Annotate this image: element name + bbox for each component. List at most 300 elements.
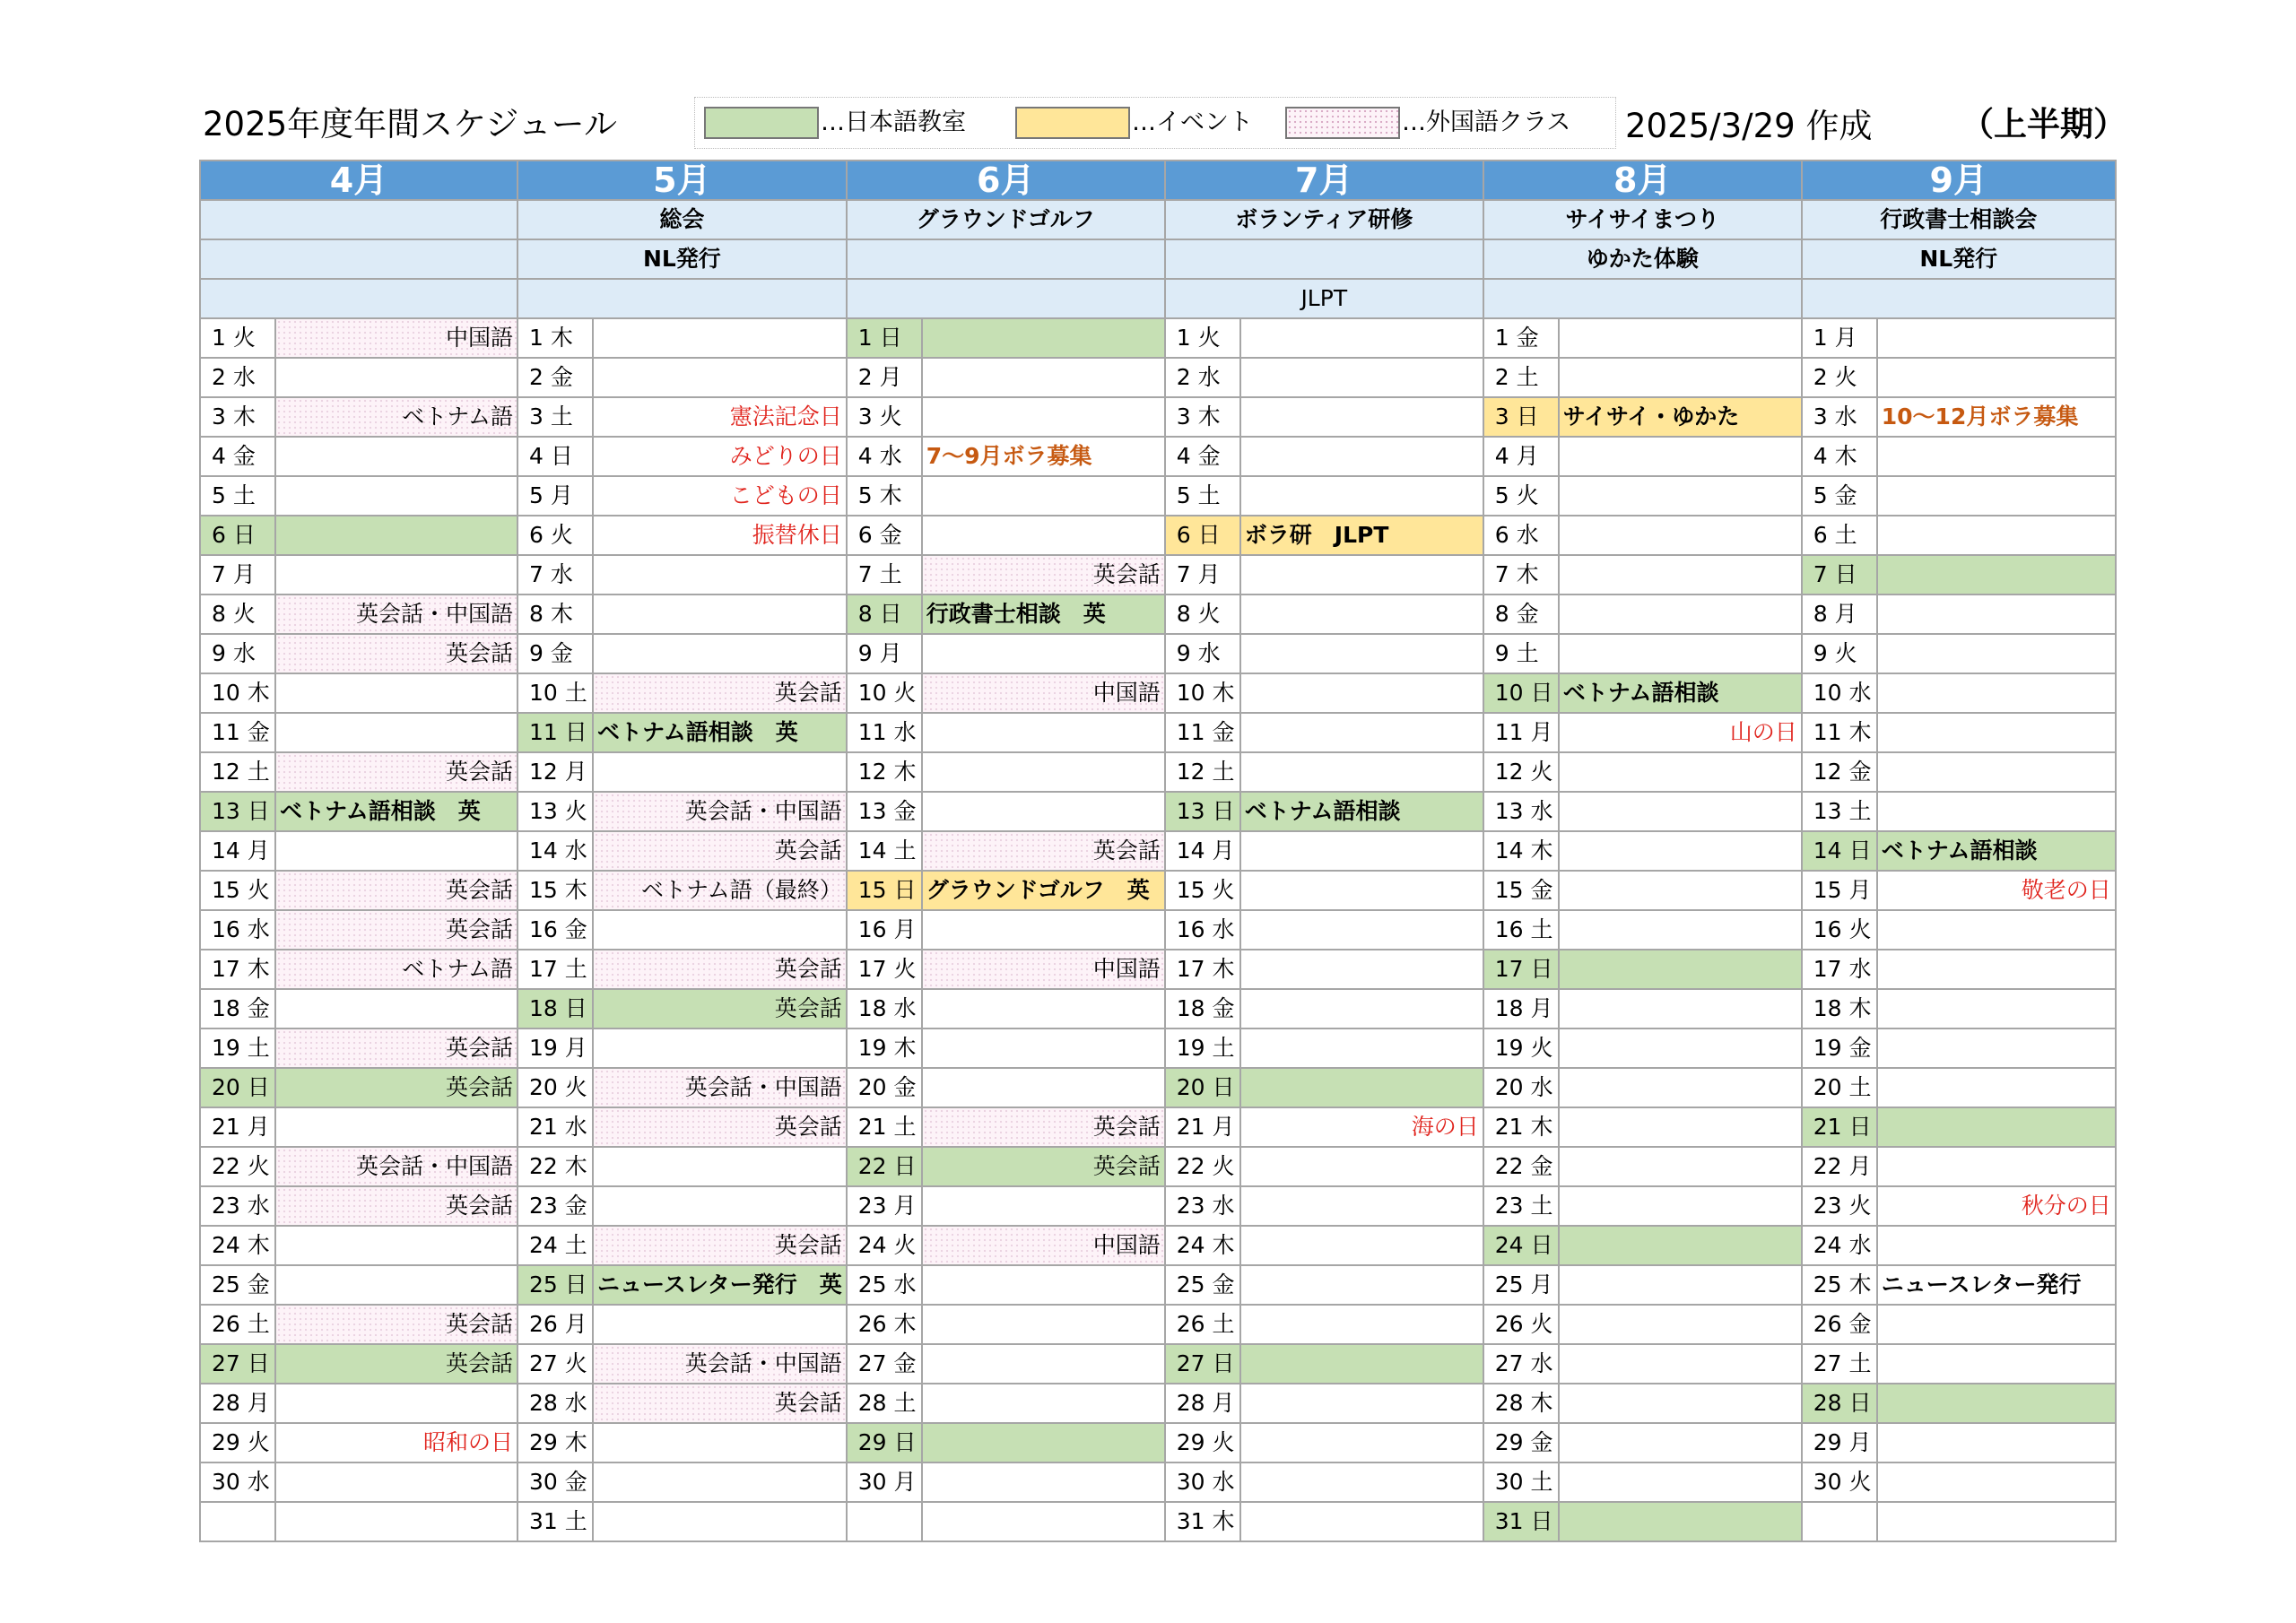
day-cell: 18 金 [200,989,275,1028]
day-cell: 2 水 [1165,358,1240,397]
day-cell: 8 木 [517,595,593,634]
note-cell [1877,476,2116,516]
note-cell: 英会話 [275,634,517,673]
note-cell [1559,1265,1802,1305]
legend-label-japanese-class: …日本語教室 [821,108,966,136]
note-cell: 中国語 [922,950,1165,989]
day-cell: 24 日 [1483,1226,1559,1265]
day-cell: 30 水 [200,1462,275,1502]
day-cell: 29 火 [200,1423,275,1462]
day-cell: 20 日 [200,1068,275,1107]
day-cell: 29 日 [847,1423,922,1462]
legend [694,97,1616,149]
legend-label-foreign-class: …外国語クラス [1402,108,1571,136]
day-cell: 22 金 [1483,1147,1559,1186]
month-header: 6月 [847,161,1165,200]
day-cell: 1 火 [200,318,275,358]
day-cell: 25 金 [200,1265,275,1305]
day-cell: 18 水 [847,989,922,1028]
day-cell: 15 火 [200,871,275,910]
note-cell [1559,831,1802,871]
day-cell: 13 金 [847,792,922,831]
day-cell: 5 土 [1165,476,1240,516]
note-cell: 英会話 [593,673,847,713]
day-row [200,1344,2116,1384]
note-cell [275,358,517,397]
note-cell [1559,989,1802,1028]
day-cell: 9 土 [1483,634,1559,673]
day-cell: 11 水 [847,713,922,752]
note-cell [1877,713,2116,752]
day-cell: 29 金 [1483,1423,1559,1462]
day-cell: 7 月 [1165,555,1240,595]
day-cell: 23 月 [847,1186,922,1226]
day-row [200,358,2116,397]
day-row [200,318,2116,358]
day-row [200,1186,2116,1226]
note-cell [1877,516,2116,555]
day-cell: 17 土 [517,950,593,989]
note-cell [1559,1502,1802,1541]
note-cell [1240,1265,1483,1305]
note-cell: 憲法記念日 [593,397,847,437]
note-cell [1240,634,1483,673]
note-cell [922,989,1165,1028]
note-cell [1559,555,1802,595]
month-event [200,279,517,318]
day-cell: 7 土 [847,555,922,595]
note-cell: ベトナム語相談 [1877,831,2116,871]
day-cell: 30 月 [847,1462,922,1502]
note-cell [1559,1344,1802,1384]
note-cell [922,318,1165,358]
note-cell [922,1028,1165,1068]
note-cell [1559,950,1802,989]
month-event [517,279,847,318]
note-cell [1559,1226,1802,1265]
day-cell: 19 土 [1165,1028,1240,1068]
day-cell: 5 木 [847,476,922,516]
month-event [200,200,517,239]
day-row [200,1147,2116,1186]
month-event: ゆかた体験 [1483,239,1802,279]
note-cell [1877,1423,2116,1462]
note-cell [922,397,1165,437]
legend-label-event: …イベント [1132,108,1253,136]
note-cell: 海の日 [1240,1107,1483,1147]
day-cell: 6 日 [200,516,275,555]
note-cell [922,1423,1165,1462]
day-cell: 14 土 [847,831,922,871]
note-cell [1877,1028,2116,1068]
day-cell [200,1502,275,1541]
day-cell: 10 日 [1483,673,1559,713]
note-cell [1240,713,1483,752]
day-cell: 11 木 [1802,713,1877,752]
event-row [200,279,2116,318]
note-cell [922,752,1165,792]
month-event [847,279,1165,318]
note-cell [1559,358,1802,397]
day-row [200,673,2116,713]
note-cell [1240,1462,1483,1502]
day-cell: 1 火 [1165,318,1240,358]
note-cell [1240,910,1483,950]
note-cell [1240,1384,1483,1423]
month-event [1165,239,1483,279]
note-cell [275,476,517,516]
note-cell [593,1028,847,1068]
day-cell: 12 月 [517,752,593,792]
day-row [200,595,2116,634]
day-cell: 7 日 [1802,555,1877,595]
day-cell: 2 火 [1802,358,1877,397]
day-cell: 19 土 [200,1028,275,1068]
day-cell: 6 金 [847,516,922,555]
day-cell: 19 金 [1802,1028,1877,1068]
note-cell [922,1502,1165,1541]
note-cell [275,437,517,476]
note-cell [593,1462,847,1502]
day-cell: 6 日 [1165,516,1240,555]
note-cell [1240,358,1483,397]
day-cell: 26 木 [847,1305,922,1344]
note-cell: 英会話 [275,1068,517,1107]
note-cell [922,1344,1165,1384]
month-event: 行政書士相談会 [1802,200,2116,239]
note-cell [1877,989,2116,1028]
day-cell: 24 火 [847,1226,922,1265]
day-cell: 6 土 [1802,516,1877,555]
day-cell: 8 金 [1483,595,1559,634]
day-cell: 16 水 [1165,910,1240,950]
day-row [200,752,2116,792]
note-cell [1559,1462,1802,1502]
note-cell: 敬老の日 [1877,871,2116,910]
note-cell: 英会話 [275,752,517,792]
note-cell [1240,950,1483,989]
note-cell: 中国語 [922,1226,1165,1265]
day-cell: 21 木 [1483,1107,1559,1147]
note-cell: 英会話 [275,1028,517,1068]
note-cell: 振替休日 [593,516,847,555]
day-cell: 15 月 [1802,871,1877,910]
note-cell: 英会話 [593,1384,847,1423]
note-cell [1559,752,1802,792]
day-cell: 28 木 [1483,1384,1559,1423]
day-cell: 4 日 [517,437,593,476]
note-cell: ベトナム語 [275,397,517,437]
day-cell: 27 火 [517,1344,593,1384]
note-cell [1559,318,1802,358]
day-cell: 6 火 [517,516,593,555]
day-row [200,1068,2116,1107]
note-cell [1240,476,1483,516]
day-cell: 12 土 [200,752,275,792]
month-event [1802,279,2116,318]
note-cell [275,1226,517,1265]
day-row [200,1462,2116,1502]
note-cell [593,1305,847,1344]
note-cell [1559,871,1802,910]
note-cell: 英会話 [275,871,517,910]
note-cell: 英会話・中国語 [275,595,517,634]
day-cell: 29 月 [1802,1423,1877,1462]
note-cell [593,910,847,950]
note-cell: グラウンドゴルフ 英 [922,871,1165,910]
day-cell: 27 水 [1483,1344,1559,1384]
day-cell: 13 日 [200,792,275,831]
day-cell [847,1502,922,1541]
note-cell [1877,358,2116,397]
day-cell: 9 金 [517,634,593,673]
note-cell [593,555,847,595]
day-cell: 8 月 [1802,595,1877,634]
day-row [200,1305,2116,1344]
note-cell: ニュースレター発行 英 [593,1265,847,1305]
note-cell [1877,555,2116,595]
note-cell: 英会話 [275,1344,517,1384]
note-cell [1559,1147,1802,1186]
day-row [200,516,2116,555]
note-cell: 英会話・中国語 [593,792,847,831]
day-cell: 30 金 [517,1462,593,1502]
month-header: 8月 [1483,161,1802,200]
day-cell: 2 金 [517,358,593,397]
note-cell: ベトナム語相談 [1559,673,1802,713]
day-row [200,713,2116,752]
day-cell: 16 火 [1802,910,1877,950]
day-cell: 2 月 [847,358,922,397]
note-cell: 行政書士相談 英 [922,595,1165,634]
note-cell [922,1384,1165,1423]
note-cell [1559,595,1802,634]
note-cell: 英会話 [275,1305,517,1344]
note-cell [1877,1462,2116,1502]
note-cell: 英会話 [922,555,1165,595]
legend-swatch-foreign-class [1285,107,1400,139]
note-cell: ボラ研 JLPT [1240,516,1483,555]
day-cell: 11 日 [517,713,593,752]
note-cell [275,555,517,595]
day-cell: 28 土 [847,1384,922,1423]
day-cell: 28 月 [1165,1384,1240,1423]
legend-swatch-event [1015,107,1130,139]
day-row [200,792,2116,831]
note-cell: ベトナム語 [275,950,517,989]
day-cell: 4 木 [1802,437,1877,476]
day-cell: 17 木 [200,950,275,989]
day-row [200,1384,2116,1423]
day-cell: 17 木 [1165,950,1240,989]
day-cell: 12 木 [847,752,922,792]
note-cell [1877,318,2116,358]
note-cell [1877,1344,2116,1384]
day-cell: 25 水 [847,1265,922,1305]
note-cell [593,1502,847,1541]
note-cell [1240,318,1483,358]
page-title: 2025年度年間スケジュール [203,105,617,143]
note-cell: 英会話 [593,831,847,871]
note-cell [1559,1423,1802,1462]
event-row [200,200,2116,239]
day-row [200,437,2116,476]
day-cell: 16 月 [847,910,922,950]
month-event: グラウンドゴルフ [847,200,1165,239]
note-cell [1559,516,1802,555]
note-cell [593,634,847,673]
day-cell: 7 月 [200,555,275,595]
note-cell [1559,1305,1802,1344]
day-cell: 23 火 [1802,1186,1877,1226]
day-cell: 14 日 [1802,831,1877,871]
note-cell: 英会話 [593,989,847,1028]
day-cell: 29 火 [1165,1423,1240,1462]
day-row [200,1226,2116,1265]
day-row [200,397,2116,437]
note-cell [1877,1068,2116,1107]
note-cell [922,516,1165,555]
day-cell: 5 金 [1802,476,1877,516]
note-cell: こどもの日 [593,476,847,516]
note-cell [1559,1186,1802,1226]
month-event [847,239,1165,279]
note-cell [275,1384,517,1423]
day-cell: 31 日 [1483,1502,1559,1541]
day-cell: 18 金 [1165,989,1240,1028]
day-cell: 8 火 [200,595,275,634]
note-cell: 英会話・中国語 [593,1344,847,1384]
day-row [200,1502,2116,1541]
note-cell [1559,1384,1802,1423]
note-cell: ベトナム語相談 英 [275,792,517,831]
day-cell: 31 土 [517,1502,593,1541]
day-cell: 18 日 [517,989,593,1028]
day-cell: 27 日 [200,1344,275,1384]
day-row [200,950,2116,989]
note-cell [1877,437,2116,476]
month-event: サイサイまつり [1483,200,1802,239]
day-cell: 9 月 [847,634,922,673]
day-cell: 28 日 [1802,1384,1877,1423]
day-cell: 4 月 [1483,437,1559,476]
event-row [200,239,2116,279]
note-cell: 昭和の日 [275,1423,517,1462]
note-cell: 英会話 [922,831,1165,871]
day-cell: 13 日 [1165,792,1240,831]
note-cell [275,989,517,1028]
note-cell: みどりの日 [593,437,847,476]
note-cell [1877,1384,2116,1423]
day-cell: 5 土 [200,476,275,516]
day-cell: 4 水 [847,437,922,476]
day-cell: 16 金 [517,910,593,950]
note-cell [275,1265,517,1305]
day-cell: 21 日 [1802,1107,1877,1147]
created-date: 2025/3/29 作成 [1625,107,1873,145]
day-cell: 30 土 [1483,1462,1559,1502]
note-cell: 山の日 [1559,713,1802,752]
note-cell [1240,397,1483,437]
day-cell: 17 日 [1483,950,1559,989]
day-cell: 17 火 [847,950,922,989]
day-cell: 14 木 [1483,831,1559,871]
day-cell: 11 金 [1165,713,1240,752]
month-header: 4月 [200,161,517,200]
day-cell: 16 水 [200,910,275,950]
day-cell: 24 木 [1165,1226,1240,1265]
note-cell: 英会話 [922,1107,1165,1147]
note-cell [593,1423,847,1462]
day-cell: 26 火 [1483,1305,1559,1344]
day-row [200,871,2116,910]
note-cell [1240,437,1483,476]
day-cell: 10 土 [517,673,593,713]
day-cell: 30 水 [1165,1462,1240,1502]
note-cell [1240,555,1483,595]
note-cell [1559,476,1802,516]
note-cell: 英会話 [275,1186,517,1226]
note-cell [922,1462,1165,1502]
day-cell: 27 日 [1165,1344,1240,1384]
day-cell: 21 水 [517,1107,593,1147]
day-cell: 7 水 [517,555,593,595]
day-cell: 14 月 [1165,831,1240,871]
note-cell [922,634,1165,673]
day-cell: 9 水 [200,634,275,673]
day-cell: 3 日 [1483,397,1559,437]
day-cell: 21 土 [847,1107,922,1147]
day-cell: 24 木 [200,1226,275,1265]
note-cell: ベトナム語相談 [1240,792,1483,831]
day-cell: 28 月 [200,1384,275,1423]
note-cell [1240,1423,1483,1462]
day-cell: 1 日 [847,318,922,358]
note-cell: 秋分の日 [1877,1186,2116,1226]
day-cell: 28 水 [517,1384,593,1423]
note-cell: 英会話 [593,950,847,989]
day-cell: 11 金 [200,713,275,752]
month-event [1483,279,1802,318]
note-cell [275,516,517,555]
note-cell: 英会話 [593,1107,847,1147]
day-cell: 26 月 [517,1305,593,1344]
day-cell: 24 土 [517,1226,593,1265]
day-row [200,1107,2116,1147]
day-cell: 2 水 [200,358,275,397]
day-cell: 14 水 [517,831,593,871]
note-cell [1877,950,2116,989]
note-cell [1877,673,2116,713]
day-cell: 3 木 [200,397,275,437]
note-cell: 7～9月ボラ募集 [922,437,1165,476]
note-cell [922,1305,1165,1344]
note-cell [593,1147,847,1186]
day-cell: 12 土 [1165,752,1240,792]
day-cell: 15 金 [1483,871,1559,910]
note-cell [1559,1028,1802,1068]
note-cell [1240,1028,1483,1068]
note-cell [1240,989,1483,1028]
day-cell: 23 土 [1483,1186,1559,1226]
day-cell: 9 水 [1165,634,1240,673]
note-cell [1240,1068,1483,1107]
day-cell: 25 日 [517,1265,593,1305]
day-cell: 13 土 [1802,792,1877,831]
day-cell: 7 木 [1483,555,1559,595]
day-cell: 10 木 [200,673,275,713]
day-cell: 23 金 [517,1186,593,1226]
